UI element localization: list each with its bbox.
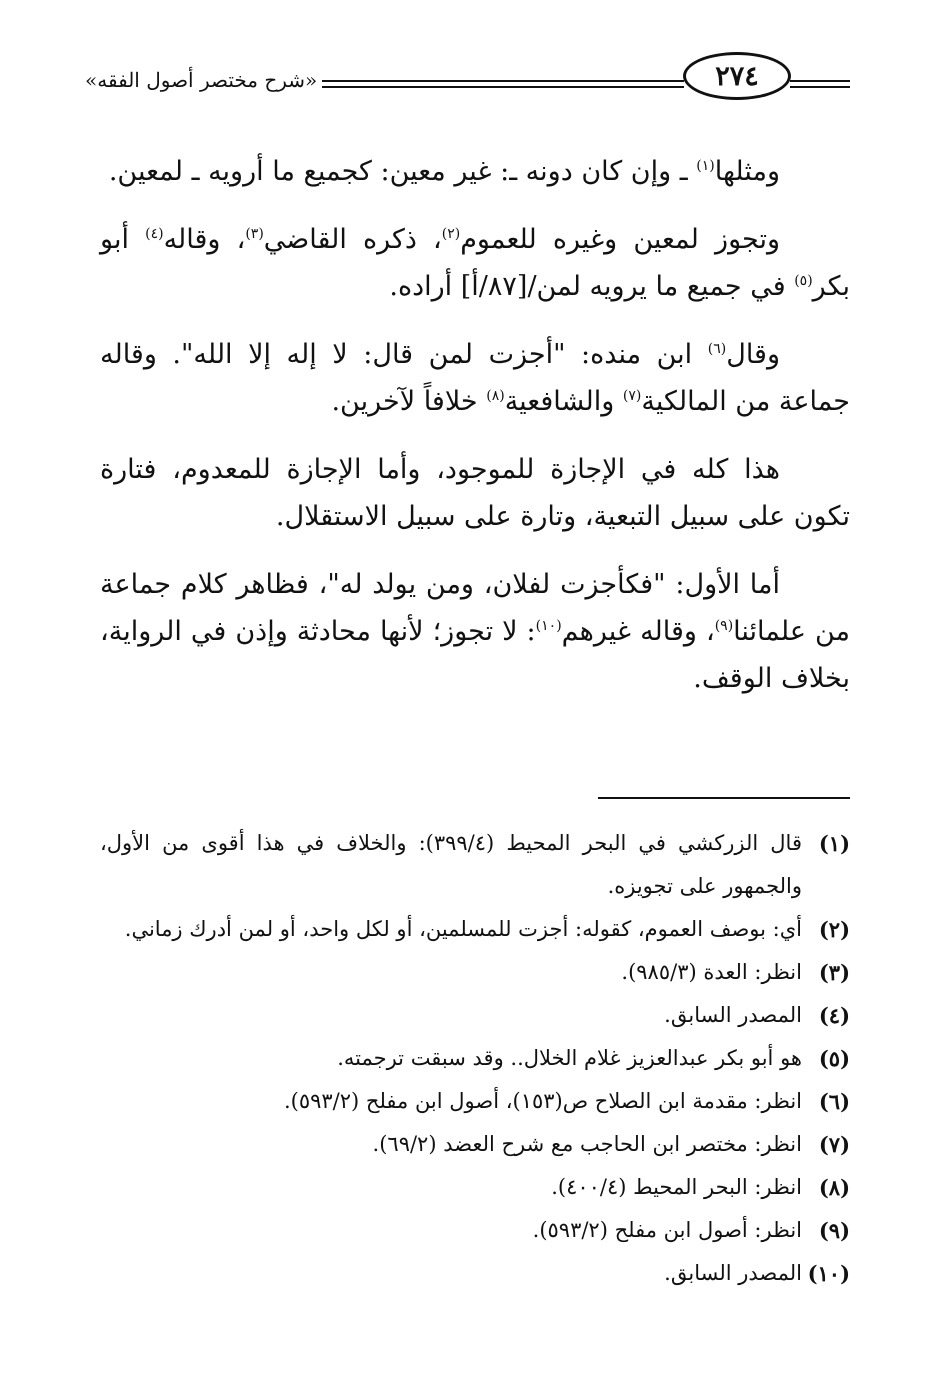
footnote	[100, 908, 850, 951]
footnote-ref[interactable]: (١٠)	[535, 618, 562, 634]
text: أما الأول: "فكأجزت لفلان، ومن يولد له"، فظاهر كلام جماعة من علمائنا	[100, 569, 850, 647]
footnote	[100, 1166, 850, 1209]
footnote-number: (٥)	[818, 1046, 850, 1071]
text: والشافعية	[504, 386, 623, 417]
footnote-text: انظر: مختصر ابن الحاجب مع شرح العضد (٦٩/٢).	[372, 1132, 802, 1156]
footnote-ref[interactable]: (٩)	[714, 618, 734, 634]
footnote-ref[interactable]: (٣)	[245, 226, 264, 242]
footnote-text: انظر: العدة (٩٨٥/٣).	[621, 960, 802, 984]
footnote-text: هو أبو بكر عبدالعزيز غلام الخلال.. وقد سبقت ترجمته.	[337, 1046, 802, 1070]
header-rule-right-bottom	[790, 86, 850, 88]
footnote-number: (٤)	[818, 1003, 850, 1028]
footnote-ref[interactable]: (٧)	[622, 388, 642, 404]
footnote-number: (٣)	[818, 960, 850, 985]
text: : لا تجوز؛ لأنها محادثة وإذن في الرواية، بخلاف الوقف.	[100, 616, 850, 694]
text: وتجوز لمعين وغيره للعموم	[460, 224, 780, 255]
footnote-number: (١)	[818, 831, 850, 856]
book-title: «شرح مختصر أصول الفقه»	[85, 68, 318, 92]
page-header	[0, 0, 951, 130]
paragraph	[100, 216, 850, 310]
header-rule-right-top	[790, 80, 850, 82]
header-rule-left-top	[322, 80, 684, 82]
footnote	[100, 994, 850, 1037]
footnote-text: المصدر السابق.	[664, 1261, 802, 1285]
text: ـ وإن كان دونه ـ: غير معين: كجميع ما أرويه ـ لمعين.	[108, 156, 697, 187]
footnote	[100, 1252, 850, 1295]
footnote-number: (٩)	[818, 1218, 850, 1243]
footnote-number: (٦)	[818, 1089, 850, 1114]
footnote-number: (٢)	[818, 917, 850, 942]
footnote-text: انظر: مقدمة ابن الصلاح ص(١٥٣)، أصول ابن مفلح (٥٩٣/٢).	[283, 1089, 802, 1113]
footnote-ref[interactable]: (٥)	[794, 273, 813, 289]
footnote	[100, 1123, 850, 1166]
footnote-number: (١٠)	[807, 1261, 850, 1286]
footnote-ref[interactable]: (١)	[696, 158, 715, 174]
paragraph	[100, 331, 850, 425]
text: ، وقاله	[163, 224, 246, 255]
text: وقال	[726, 339, 780, 370]
paragraph	[100, 446, 850, 540]
paragraph	[100, 561, 850, 702]
footnote-text: قال الزركشي في البحر المحيط (٣٩٩/٤): والخلاف في هذا أقوى من الأول، والجمهور على تجويزه.	[100, 831, 802, 898]
footnote-ref[interactable]: (٨)	[486, 388, 505, 404]
text: خلافاً لآخرين.	[331, 386, 487, 417]
footnotes	[100, 822, 850, 1295]
main-text	[100, 148, 850, 723]
footnote-number: (٧)	[818, 1132, 850, 1157]
footnote-text: انظر: أصول ابن مفلح (٥٩٣/٢).	[532, 1218, 802, 1242]
footnote-text: المصدر السابق.	[664, 1003, 802, 1027]
header-rule-left-bottom	[322, 86, 684, 88]
footnote	[100, 822, 850, 908]
paragraph	[100, 148, 850, 195]
footnote-ref[interactable]: (٦)	[707, 341, 727, 357]
footnote	[100, 1037, 850, 1080]
footnote	[100, 1080, 850, 1123]
text: ، ذكره القاضي	[263, 224, 442, 255]
footnote-text: أي: بوصف العموم، كقوله: أجزت للمسلمين، أو لكل واحد، أو لمن أدرك زماني.	[124, 917, 802, 941]
footnote	[100, 951, 850, 994]
footnote-ref[interactable]: (٤)	[145, 226, 164, 242]
footnote	[100, 1209, 850, 1252]
footnote-text: انظر: البحر المحيط (٤٠٠/٤).	[551, 1175, 802, 1199]
page-number: ٢٧٤	[683, 52, 791, 100]
text: هذا كله في الإجازة للموجود، وأما الإجازة للمعدوم، فتارة تكون على سبيل التبعية، وتارة على سبيل الاستقلال.	[100, 454, 850, 532]
footnote-separator	[598, 797, 850, 799]
text: ومثلها	[714, 156, 780, 187]
text: ، وقاله غيرهم	[561, 616, 715, 647]
footnote-ref[interactable]: (٢)	[441, 226, 461, 242]
text: في جميع ما يرويه لمن/[٨٧/أ] أراده.	[389, 271, 795, 302]
footnote-number: (٨)	[818, 1175, 850, 1200]
text: أبو بكر	[100, 224, 850, 302]
text: ابن منده: "أجزت لمن قال: لا إله إلا الله". وقاله جماعة من المالكية	[100, 339, 850, 417]
